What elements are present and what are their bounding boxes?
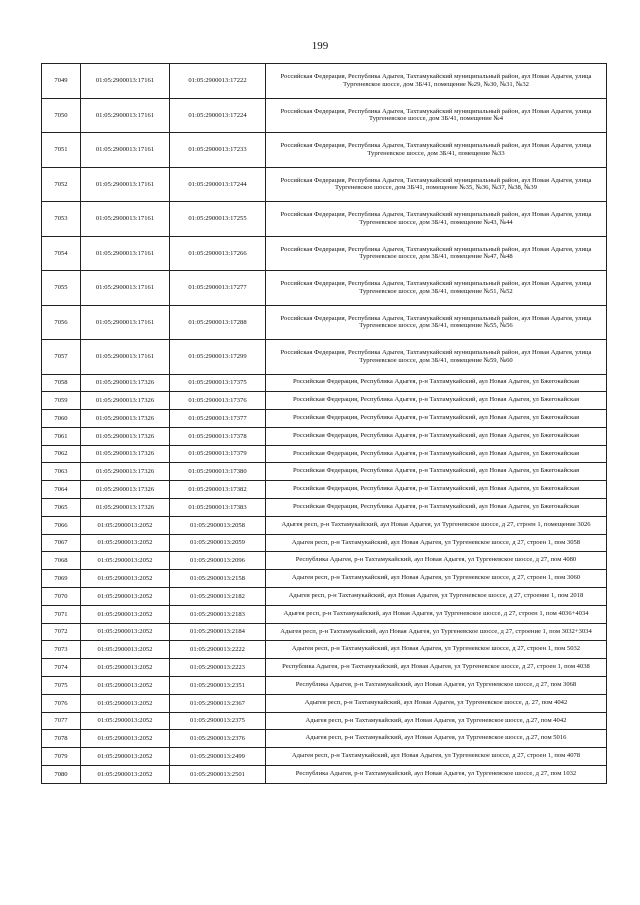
row-number-cell: 7051 [42, 133, 81, 168]
cadastral-number-cell: 01:05:2900013:17244 [170, 167, 266, 202]
table-row [42, 410, 607, 428]
address-cell: Адыгея респ, р-н Тахтамукайский, аул Новая Адыгея, ул Тургеневское шоссе, д.27, пом 5016 [266, 730, 607, 748]
row-number-cell: 7053 [42, 202, 81, 237]
address-cell: Российская Федерация, Республика Адыгея, Тахтамукайский муниципальный район, аул Новая Адыгея, улица Тургеневское шоссе, дом 3Б/41, помещение №47, №48 [266, 236, 607, 271]
table-row [42, 305, 607, 340]
address-cell: Адыгея респ, р-н Тахтамукайский, аул Новая Адыгея, ул Тургеневское шоссе, д 27, строение 1, пом 2018 [266, 588, 607, 606]
cadastral-number-cell: 01:05:2900013:17288 [170, 305, 266, 340]
row-number-cell: 7050 [42, 98, 81, 133]
row-number-cell: 7056 [42, 305, 81, 340]
address-cell: Российская Федерация, Республика Адыгея, Тахтамукайский муниципальный район, аул Новая Адыгея, улица Тургеневское шоссе, дом 3Б/41, помещение №55, №56 [266, 305, 607, 340]
parent-cadastral-number-cell: 01:05:2900013:2052 [81, 534, 170, 552]
address-cell: Российская Федерация, Республика Адыгея, Тахтамукайский муниципальный район, аул Новая Адыгея, улица Тургеневское шоссе, дом 3Б/41, помещение №33 [266, 133, 607, 168]
table-row [42, 236, 607, 271]
parent-cadastral-number-cell: 01:05:2900013:17161 [81, 202, 170, 237]
row-number-cell: 7054 [42, 236, 81, 271]
row-number-cell: 7058 [42, 374, 81, 392]
row-number-cell: 7055 [42, 271, 81, 306]
address-cell: Адыгея респ, р-н Тахтамукайский, аул Новая Адыгея, ул Тургеневское шоссе, д 27, строение 1, пом 3032+3034 [266, 623, 607, 641]
address-cell: Российская Федерация, Республика Адыгея, Тахтамукайский муниципальный район, аул Новая Адыгея, улица Тургеневское шоссе, дом 3Б/41, помещение №51, №52 [266, 271, 607, 306]
row-number-cell: 7067 [42, 534, 81, 552]
cadastral-number-cell: 01:05:2900013:2501 [170, 766, 266, 784]
row-number-cell: 7070 [42, 588, 81, 606]
table-row [42, 552, 607, 570]
cadastral-number-cell: 01:05:2900013:2184 [170, 623, 266, 641]
cadastral-number-cell: 01:05:2900013:2351 [170, 677, 266, 695]
parent-cadastral-number-cell: 01:05:2900013:2052 [81, 766, 170, 784]
parent-cadastral-number-cell: 01:05:2900013:17326 [81, 499, 170, 517]
address-cell: Российская Федерация, Республика Адыгея, Тахтамукайский муниципальный район, аул Новая Адыгея, улица Тургеневское шоссе, дом 3Б/41, помещение №43, №44 [266, 202, 607, 237]
row-number-cell: 7076 [42, 694, 81, 712]
cadastral-number-cell: 01:05:2900013:2499 [170, 748, 266, 766]
address-cell: Российская Федерация, Республика Адыгея, р-н Тахтамукайский, аул Новая Адыгея, ул Бжегокайская [266, 499, 607, 517]
table-row [42, 659, 607, 677]
address-cell: Адыгея респ, р-н Тахтамукайский, аул Новая Адыгея, ул Тургеневское шоссе, д 27, строен 1, пом 3058 [266, 534, 607, 552]
address-cell: Республика Адыгея, р-н Тахтамукайский, аул Новая Адыгея, ул Тургеневское шоссе, д 27, строен 1, пом 4038 [266, 659, 607, 677]
parent-cadastral-number-cell: 01:05:2900013:17161 [81, 64, 170, 99]
parent-cadastral-number-cell: 01:05:2900013:2052 [81, 552, 170, 570]
parent-cadastral-number-cell: 01:05:2900013:17161 [81, 133, 170, 168]
row-number-cell: 7063 [42, 463, 81, 481]
row-number-cell: 7080 [42, 766, 81, 784]
page-number: 199 [311, 40, 329, 52]
address-cell: Адыгея респ, р-н Тахтамукайский, аул Новая Адыгея, ул Тургеневское шоссе, д.27, пом 4042 [266, 712, 607, 730]
parent-cadastral-number-cell: 01:05:2900013:2052 [81, 730, 170, 748]
parent-cadastral-number-cell: 01:05:2900013:17326 [81, 463, 170, 481]
row-number-cell: 7068 [42, 552, 81, 570]
cadastral-number-cell: 01:05:2900013:17376 [170, 392, 266, 410]
table-row [42, 730, 607, 748]
parent-cadastral-number-cell: 01:05:2900013:17326 [81, 427, 170, 445]
cadastral-number-cell: 01:05:2900013:2096 [170, 552, 266, 570]
row-number-cell: 7052 [42, 167, 81, 202]
registry-rows [42, 64, 607, 784]
address-cell: Российская Федерация, Республика Адыгея, р-н Тахтамукайский, аул Новая Адыгея, ул Бжегокайская [266, 392, 607, 410]
table-row [42, 463, 607, 481]
address-cell: Российская Федерация, Республика Адыгея, р-н Тахтамукайский, аул Новая Адыгея, ул Бжегокайская [266, 463, 607, 481]
parent-cadastral-number-cell: 01:05:2900013:17161 [81, 340, 170, 375]
cadastral-number-cell: 01:05:2900013:2059 [170, 534, 266, 552]
parent-cadastral-number-cell: 01:05:2900013:2052 [81, 712, 170, 730]
row-number-cell: 7075 [42, 677, 81, 695]
parent-cadastral-number-cell: 01:05:2900013:2052 [81, 516, 170, 534]
table-row [42, 534, 607, 552]
parent-cadastral-number-cell: 01:05:2900013:17326 [81, 374, 170, 392]
table-row [42, 445, 607, 463]
cadastral-number-cell: 01:05:2900013:17380 [170, 463, 266, 481]
row-number-cell: 7062 [42, 445, 81, 463]
address-cell: Адыгея респ, р-н Тахтамукайский, аул Новая Адыгея, ул Тургеневское шоссе, д 27, строен 1, помещение 3026 [266, 516, 607, 534]
row-number-cell: 7060 [42, 410, 81, 428]
table-row [42, 712, 607, 730]
address-cell: Российская Федерация, Республика Адыгея, Тахтамукайский муниципальный район, аул Новая Адыгея, улица Тургеневское шоссе, дом 3Б/41, помещение №4 [266, 98, 607, 133]
address-cell: Адыгея респ, р-н Тахтамукайский, аул Новая Адыгея, ул Тургеневское шоссе, д 27, строен 1, пом 5032 [266, 641, 607, 659]
cadastral-number-cell: 01:05:2900013:2058 [170, 516, 266, 534]
cadastral-number-cell: 01:05:2900013:17224 [170, 98, 266, 133]
row-number-cell: 7071 [42, 605, 81, 623]
address-cell: Российская Федерация, Республика Адыгея, Тахтамукайский муниципальный район, аул Новая Адыгея, улица Тургеневское шоссе, дом 3Б/41, помещение №35, №36, №37, №38, №39 [266, 167, 607, 202]
address-cell: Российская Федерация, Республика Адыгея, р-н Тахтамукайский, аул Новая Адыгея, ул Бжегокайская [266, 427, 607, 445]
cadastral-number-cell: 01:05:2900013:17299 [170, 340, 266, 375]
address-cell: Республика Адыгея, р-н Тахтамукайский, аул Новая Адыгея, ул Тургеневское шоссе, д 27, пом 3068 [266, 677, 607, 695]
table-row [42, 481, 607, 499]
table-row [42, 570, 607, 588]
cadastral-number-cell: 01:05:2900013:17277 [170, 271, 266, 306]
row-number-cell: 7059 [42, 392, 81, 410]
cadastral-number-cell: 01:05:2900013:2222 [170, 641, 266, 659]
cadastral-number-cell: 01:05:2900013:17375 [170, 374, 266, 392]
table-row [42, 167, 607, 202]
parent-cadastral-number-cell: 01:05:2900013:2052 [81, 623, 170, 641]
row-number-cell: 7079 [42, 748, 81, 766]
cadastral-number-cell: 01:05:2900013:17255 [170, 202, 266, 237]
parent-cadastral-number-cell: 01:05:2900013:2052 [81, 694, 170, 712]
table-row [42, 64, 607, 99]
cadastral-number-cell: 01:05:2900013:17222 [170, 64, 266, 99]
parent-cadastral-number-cell: 01:05:2900013:2052 [81, 748, 170, 766]
table-row [42, 499, 607, 517]
row-number-cell: 7072 [42, 623, 81, 641]
address-cell: Российская Федерация, Республика Адыгея, Тахтамукайский муниципальный район, аул Новая Адыгея, улица Тургеневское шоссе, дом 3Б/41, помещение №29, №30, №31, №32 [266, 64, 607, 99]
address-cell: Адыгея респ, р-н Тахтамукайский, аул Новая Адыгея, ул Тургеневское шоссе, д 27, строен 1, пом 4078 [266, 748, 607, 766]
table-row [42, 623, 607, 641]
address-cell: Российская Федерация, Республика Адыгея, р-н Тахтамукайский, аул Новая Адыгея, ул Бжегокайская [266, 374, 607, 392]
row-number-cell: 7077 [42, 712, 81, 730]
row-number-cell: 7064 [42, 481, 81, 499]
parent-cadastral-number-cell: 01:05:2900013:2052 [81, 677, 170, 695]
parent-cadastral-number-cell: 01:05:2900013:17326 [81, 445, 170, 463]
table-row [42, 748, 607, 766]
table-row [42, 694, 607, 712]
parent-cadastral-number-cell: 01:05:2900013:17326 [81, 392, 170, 410]
cadastral-number-cell: 01:05:2900013:2223 [170, 659, 266, 677]
table-row [42, 392, 607, 410]
table-row [42, 677, 607, 695]
address-cell: Российская Федерация, Республика Адыгея, р-н Тахтамукайский, аул Новая Адыгея, ул Бжегокайская [266, 481, 607, 499]
parent-cadastral-number-cell: 01:05:2900013:2052 [81, 605, 170, 623]
table-row [42, 340, 607, 375]
table-row [42, 98, 607, 133]
parent-cadastral-number-cell: 01:05:2900013:2052 [81, 641, 170, 659]
parent-cadastral-number-cell: 01:05:2900013:17161 [81, 98, 170, 133]
address-cell: Российская Федерация, Республика Адыгея, р-н Тахтамукайский, аул Новая Адыгея, ул Бжегокайская [266, 410, 607, 428]
row-number-cell: 7066 [42, 516, 81, 534]
table-row [42, 202, 607, 237]
table-row [42, 271, 607, 306]
address-cell: Адыгея респ, р-н Тахтамукайский, аул Новая Адыгея, ул Тургеневское шоссе, д 27, строен 1, пом 3060 [266, 570, 607, 588]
parent-cadastral-number-cell: 01:05:2900013:17161 [81, 167, 170, 202]
parent-cadastral-number-cell: 01:05:2900013:2052 [81, 570, 170, 588]
table-row [42, 133, 607, 168]
address-cell: Республика Адыгея, р-н Тахтамукайский, аул Новая Адыгея, ул Тургеневское шоссе, д 27, пом 4080 [266, 552, 607, 570]
table-row [42, 588, 607, 606]
row-number-cell: 7074 [42, 659, 81, 677]
table-row [42, 766, 607, 784]
cadastral-number-cell: 01:05:2900013:2376 [170, 730, 266, 748]
cadastral-number-cell: 01:05:2900013:17233 [170, 133, 266, 168]
cadastral-number-cell: 01:05:2900013:2367 [170, 694, 266, 712]
row-number-cell: 7049 [42, 64, 81, 99]
row-number-cell: 7061 [42, 427, 81, 445]
row-number-cell: 7065 [42, 499, 81, 517]
parent-cadastral-number-cell: 01:05:2900013:17326 [81, 410, 170, 428]
row-number-cell: 7078 [42, 730, 81, 748]
parent-cadastral-number-cell: 01:05:2900013:17161 [81, 305, 170, 340]
address-cell: Адыгея респ, р-н Тахтамукайский, аул Новая Адыгея, ул Тургеневское шоссе, д 27, строен 1, пом 4036+4034 [266, 605, 607, 623]
table-row [42, 641, 607, 659]
cadastral-number-cell: 01:05:2900013:17377 [170, 410, 266, 428]
cadastral-number-cell: 01:05:2900013:2375 [170, 712, 266, 730]
row-number-cell: 7057 [42, 340, 81, 375]
table-row [42, 427, 607, 445]
parent-cadastral-number-cell: 01:05:2900013:2052 [81, 588, 170, 606]
parent-cadastral-number-cell: 01:05:2900013:2052 [81, 659, 170, 677]
address-cell: Российская Федерация, Республика Адыгея, р-н Тахтамукайский, аул Новая Адыгея, ул Бжегокайская [266, 445, 607, 463]
cadastral-number-cell: 01:05:2900013:2183 [170, 605, 266, 623]
table-row [42, 605, 607, 623]
parent-cadastral-number-cell: 01:05:2900013:17161 [81, 236, 170, 271]
cadastral-number-cell: 01:05:2900013:17382 [170, 481, 266, 499]
cadastral-number-cell: 01:05:2900013:2158 [170, 570, 266, 588]
cadastral-number-cell: 01:05:2900013:17383 [170, 499, 266, 517]
cadastral-number-cell: 01:05:2900013:2182 [170, 588, 266, 606]
address-cell: Российская Федерация, Республика Адыгея, Тахтамукайский муниципальный район, аул Новая Адыгея, улица Тургеневское шоссе, дом 3Б/41, помещение №59, №60 [266, 340, 607, 375]
row-number-cell: 7069 [42, 570, 81, 588]
cadastral-number-cell: 01:05:2900013:17378 [170, 427, 266, 445]
address-cell: Адыгея респ, р-н Тахтамукайский, аул Новая Адыгея, ул Тургеневское шоссе, д. 27, пом 4042 [266, 694, 607, 712]
table-row [42, 374, 607, 392]
parent-cadastral-number-cell: 01:05:2900013:17161 [81, 271, 170, 306]
row-number-cell: 7073 [42, 641, 81, 659]
address-cell: Республика Адыгея, р-н Тахтамукайский, аул Новая Адыгея, ул Тургеневское шоссе, д 27, пом 1032 [266, 766, 607, 784]
cadastral-registry-table [41, 63, 607, 784]
parent-cadastral-number-cell: 01:05:2900013:17326 [81, 481, 170, 499]
cadastral-number-cell: 01:05:2900013:17266 [170, 236, 266, 271]
cadastral-number-cell: 01:05:2900013:17379 [170, 445, 266, 463]
table-row [42, 516, 607, 534]
